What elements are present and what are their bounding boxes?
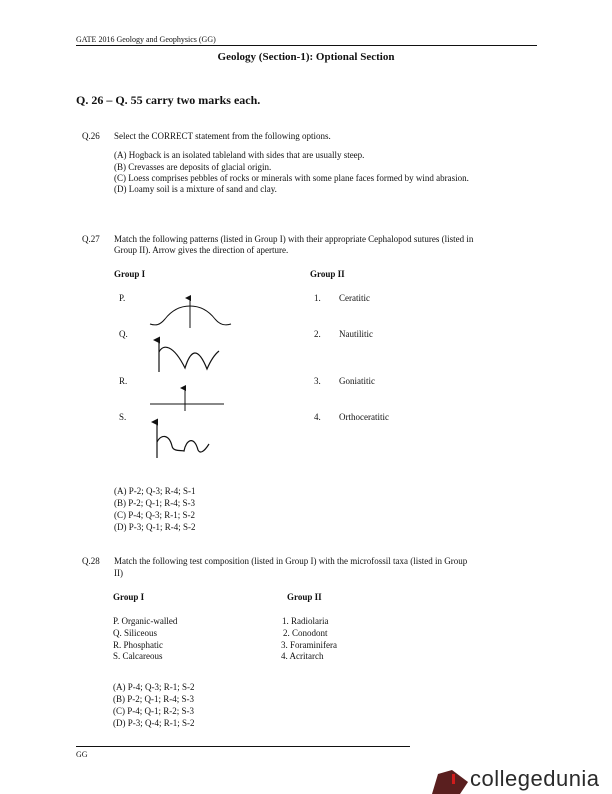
group2-label: Orthoceratitic [339,412,389,422]
collegedunia-watermark-logo [430,766,612,792]
question-number: Q.26 [82,131,100,141]
group1-label: S. [119,412,127,422]
option: (C) P-4; Q-1; R-2; S-3 [113,706,194,716]
group2-item: 3. Foraminifera [281,640,337,650]
option: (B) Crevasses are deposits of glacial origin. [114,162,272,172]
option: (A) P-2; Q-3; R-4; S-1 [114,486,196,496]
group1-label: P. [119,293,126,303]
group2-label: Goniatitic [339,376,375,386]
group2-item: 1. Radiolaria [282,616,329,626]
option: (D) P-3; Q-4; R-1; S-2 [113,718,195,728]
group2-label: Ceratitic [339,293,370,303]
group2-number: 1. [314,293,321,303]
option: (B) P-2; Q-1; R-4; S-3 [114,498,195,508]
group-heading: Group II [310,269,345,279]
option: (C) Loess comprises pebbles of rocks or minerals with some plane faces formed by wind abrasion. [114,173,469,183]
question-number: Q.28 [82,556,100,566]
section-title: Geology (Section-1): Optional Section [217,51,395,63]
option: (C) P-4; Q-3; R-1; S-2 [114,510,195,520]
question-number: Q.27 [82,234,100,244]
question-stem: Match the following test composition (listed in Group I) with the microfossil taxa (listed in Group [114,556,468,566]
group2-number: 4. [314,412,321,422]
footer-code: GG [76,750,88,759]
marks-note: Q. 26 – Q. 55 carry two marks each. [76,93,261,107]
footer-rule [76,746,410,747]
group1-item: Q. Siliceous [113,628,157,638]
group1-item: R. Phosphatic [113,640,164,650]
group1-item: P. Organic-walled [113,616,178,626]
group2-number: 3. [314,376,321,386]
group-heading: Group I [113,592,145,602]
option: (B) P-2; Q-1; R-4; S-3 [113,694,194,704]
suture-pattern-s [157,422,209,458]
suture-pattern-p [150,298,231,328]
graduation-cap-icon [430,768,470,794]
group-heading: Group II [287,592,322,602]
question-stem: II) [114,568,123,578]
option: (A) Hogback is an isolated tableland with sides that are usually steep. [114,150,365,160]
group2-label: Nautilitic [339,329,373,339]
group1-label: Q. [119,329,128,339]
suture-pattern-q [159,340,219,372]
option: (A) P-4; Q-3; R-1; S-2 [113,682,195,692]
watermark-text: collegedunia [470,766,600,791]
group2-item: 2. Conodont [283,628,328,638]
question-stem: Select the CORRECT statement from the following options. [114,131,331,141]
option: (D) Loamy soil is a mixture of sand and clay. [114,184,277,194]
group1-label: R. [119,376,128,386]
group2-number: 2. [314,329,321,339]
group1-item: S. Calcareous [113,651,163,661]
group2-item: 4. Acritarch [281,651,324,661]
group-heading: Group I [114,269,146,279]
question-stem: Group II). Arrow gives the direction of aperture. [114,245,289,255]
question-stem: Match the following patterns (listed in Group I) with their appropriate Cephalopod sutures (listed in [114,234,474,244]
running-header: GATE 2016 Geology and Geophysics (GG) [76,35,216,44]
suture-pattern-r [150,388,224,411]
option: (D) P-3; Q-1; R-4; S-2 [114,522,196,532]
